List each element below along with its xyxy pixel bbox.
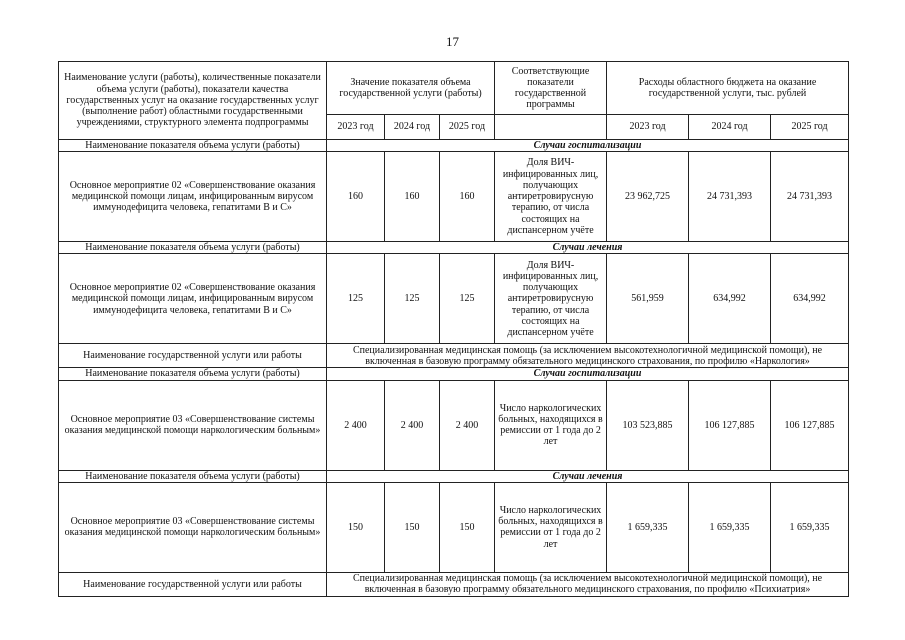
expense-2024-cell: 634,992 — [689, 254, 771, 344]
indicator-text-cell: Доля ВИЧ-инфицированных лиц, получающих антиретровирусную терапию, от числа состоящих на диспансерном учёте — [495, 152, 607, 242]
section-row — [59, 140, 849, 152]
section-value-cell: Случаи лечения — [327, 470, 849, 482]
volume-2025-cell: 125 — [440, 254, 495, 344]
volume-2023-cell: 2 400 — [327, 380, 385, 470]
volume-2023-cell: 125 — [327, 254, 385, 344]
indicator-text-cell: Число наркологических больных, находящихся в ремиссии от 1 года до 2 лет — [495, 380, 607, 470]
expense-2023-cell: 1 659,335 — [607, 482, 689, 572]
expense-2023-cell: 23 962,725 — [607, 152, 689, 242]
activity-name-cell: Основное мероприятие 02 «Совершенствование оказания медицинской помощи лицам, инфицированным вирусом иммунодефицита человека, гепатитами В и С» — [59, 254, 327, 344]
header-expenses-cell: Расходы областного бюджета на оказание государственной услуги, тыс. рублей — [607, 62, 849, 115]
indicator-text-cell: Число наркологических больных, находящихся в ремиссии от 1 года до 2 лет — [495, 482, 607, 572]
section-label-cell: Наименование показателя объема услуги (работы) — [59, 140, 327, 152]
service-row — [59, 572, 849, 596]
section-label-cell: Наименование показателя объема услуги (работы) — [59, 242, 327, 254]
expense-2025-cell: 24 731,393 — [771, 152, 849, 242]
service-label-cell: Наименование государственной услуги или работы — [59, 572, 327, 596]
volume-2024-cell: 150 — [385, 482, 440, 572]
service-value-cell: Специализированная медицинская помощь (за исключением высокотехнологичной медицинской помощи), не включенная в базовую программу обязательного медицинского страхования, по профилю «Психиатрия» — [327, 572, 849, 596]
header-row — [59, 62, 849, 115]
data-row — [59, 254, 849, 344]
header-volume-cell: Значение показателя объема государственной услуги (работы) — [327, 62, 495, 115]
indicator-text-cell: Доля ВИЧ-инфицированных лиц, получающих антиретровирусную терапию, от числа состоящих на диспансерном учёте — [495, 254, 607, 344]
volume-2025-cell: 150 — [440, 482, 495, 572]
expense-2024-cell: 106 127,885 — [689, 380, 771, 470]
year-cell: 2025 год — [771, 115, 849, 140]
expense-2023-cell: 103 523,885 — [607, 380, 689, 470]
data-row — [59, 152, 849, 242]
volume-2024-cell: 160 — [385, 152, 440, 242]
budget-table — [58, 61, 849, 597]
section-row — [59, 242, 849, 254]
expense-2024-cell: 1 659,335 — [689, 482, 771, 572]
service-label-cell: Наименование государственной услуги или работы — [59, 344, 327, 368]
volume-2025-cell: 2 400 — [440, 380, 495, 470]
section-label-cell: Наименование показателя объема услуги (работы) — [59, 368, 327, 380]
expense-2023-cell: 561,959 — [607, 254, 689, 344]
expense-2025-cell: 634,992 — [771, 254, 849, 344]
header-name-cell: Наименование услуги (работы), количественные показатели объема услуги (работы), показатели качества государственных услуг на оказание государственных услуг (выполнение работ) областными государственными учреждениями, структурного элемента подпрограммы — [59, 62, 327, 140]
volume-2024-cell: 125 — [385, 254, 440, 344]
volume-2023-cell: 150 — [327, 482, 385, 572]
activity-name-cell: Основное мероприятие 02 «Совершенствование оказания медицинской помощи лицам, инфицированным вирусом иммунодефицита человека, гепатитами В и С» — [59, 152, 327, 242]
activity-name-cell: Основное мероприятие 03 «Совершенствование системы оказания медицинской помощи наркологическим больным» — [59, 380, 327, 470]
volume-2024-cell: 2 400 — [385, 380, 440, 470]
data-row — [59, 482, 849, 572]
data-row — [59, 380, 849, 470]
section-value-cell: Случаи госпитализации — [327, 140, 849, 152]
year-cell: 2025 год — [440, 115, 495, 140]
section-value-cell: Случаи лечения — [327, 242, 849, 254]
expense-2024-cell: 24 731,393 — [689, 152, 771, 242]
page-number: 17 — [446, 34, 459, 49]
year-cell: 2024 год — [385, 115, 440, 140]
empty-cell — [495, 115, 607, 140]
section-row — [59, 368, 849, 380]
year-cell: 2023 год — [607, 115, 689, 140]
header-indicator-cell: Соответствующие показатели государственной программы — [495, 62, 607, 115]
expense-2025-cell: 1 659,335 — [771, 482, 849, 572]
section-value-cell: Случаи госпитализации — [327, 368, 849, 380]
expense-2025-cell: 106 127,885 — [771, 380, 849, 470]
year-cell: 2024 год — [689, 115, 771, 140]
service-row — [59, 344, 849, 368]
activity-name-cell: Основное мероприятие 03 «Совершенствование системы оказания медицинской помощи наркологическим больным» — [59, 482, 327, 572]
service-value-cell: Специализированная медицинская помощь (за исключением высокотехнологичной медицинской помощи), не включенная в базовую программу обязательного медицинского страхования, по профилю «Наркология» — [327, 344, 849, 368]
year-cell: 2023 год — [327, 115, 385, 140]
section-row — [59, 470, 849, 482]
table-body — [59, 62, 849, 597]
volume-2025-cell: 160 — [440, 152, 495, 242]
volume-2023-cell: 160 — [327, 152, 385, 242]
section-label-cell: Наименование показателя объема услуги (работы) — [59, 470, 327, 482]
